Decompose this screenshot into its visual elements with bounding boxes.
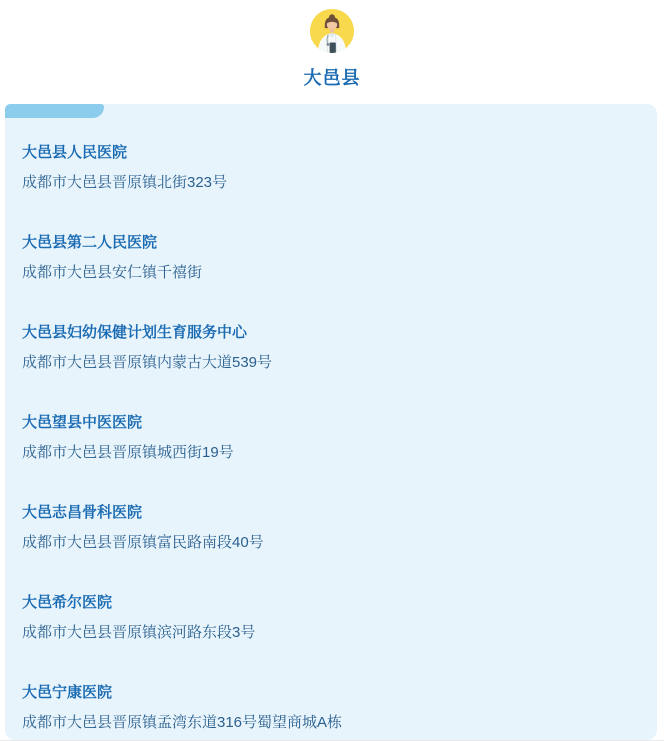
hospital-list-item[interactable]	[22, 683, 637, 733]
hospital-address: 成都市大邑县晋原镇城西街19号	[22, 444, 234, 461]
hospital-address: 成都市大邑县晋原镇富民路南段40号	[22, 534, 264, 551]
hospital-list-item[interactable]	[22, 233, 637, 283]
doctor-avatar-icon	[309, 8, 355, 54]
page-title: 大邑县	[303, 68, 361, 88]
hospital-list-item[interactable]	[22, 413, 637, 463]
hospital-list-item[interactable]	[22, 143, 637, 193]
hospital-list-item[interactable]	[22, 593, 637, 643]
hospital-list	[22, 143, 637, 733]
hospital-list-item[interactable]	[22, 323, 637, 373]
hospital-name: 大邑望县中医医院	[22, 414, 143, 431]
hospital-name: 大邑县妇幼保健计划生育服务中心	[22, 324, 248, 341]
page-header	[0, 0, 664, 90]
hospital-name: 大邑县第二人民医院	[22, 234, 158, 251]
hospital-name: 大邑志昌骨科医院	[22, 504, 143, 521]
hospital-name: 大邑希尔医院	[22, 594, 113, 611]
hospital-address: 成都市大邑县安仁镇千禧街	[22, 264, 203, 281]
hospital-address: 成都市大邑县晋原镇北街323号	[22, 174, 228, 191]
hospital-address: 成都市大邑县晋原镇内蒙古大道539号	[22, 354, 273, 371]
hospital-list-item[interactable]	[22, 503, 637, 553]
hospital-address: 成都市大邑县晋原镇孟湾东道316号蜀望商城A栋	[22, 714, 343, 731]
hospital-address: 成都市大邑县晋原镇滨河路东段3号	[22, 624, 256, 641]
card-corner-tab	[5, 104, 104, 118]
hospital-list-card	[5, 104, 657, 740]
hospital-name: 大邑县人民医院	[22, 144, 128, 161]
hospital-name: 大邑宁康医院	[22, 684, 113, 701]
